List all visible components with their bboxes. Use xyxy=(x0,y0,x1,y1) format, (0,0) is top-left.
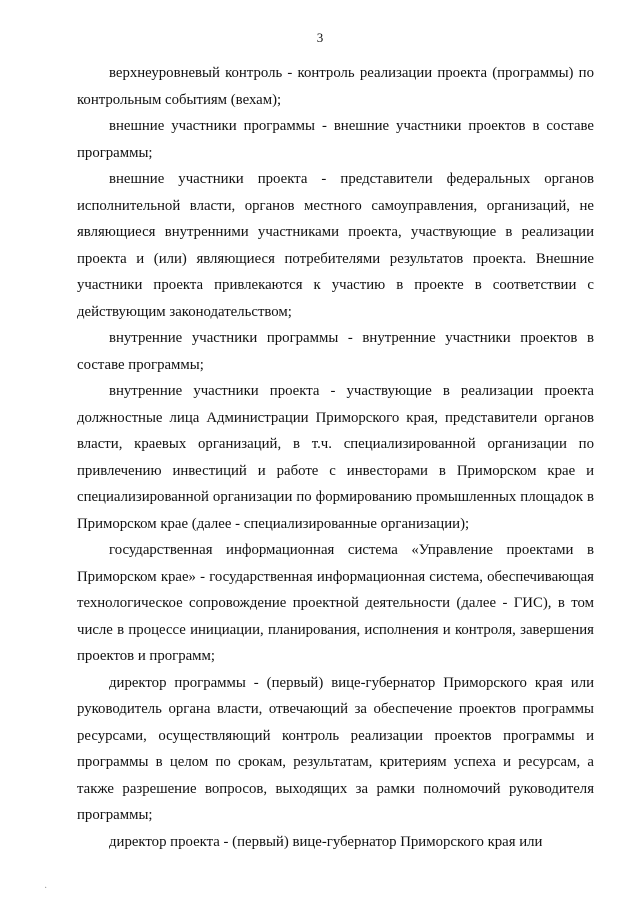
page-number: 3 xyxy=(316,30,324,45)
paragraph-program-director: директор программы - (первый) вице-губернатор Приморского края или руководитель органа власти, отвечающий за обеспечение проектов программы ресурсами, осуществляющий контроль реализации проектов программы и программы в целом по срокам, результатам, критериям успеха и ресурсам, а также разрешение вопросов, выходящих за рамки полномочий руководителя программы; xyxy=(77,674,594,823)
paragraph-external-program-participants: внешние участники программы - внешние участники проектов в составе программы; xyxy=(77,118,594,161)
paragraph-project-director: директор проекта - (первый) вице-губернатор Приморского края или xyxy=(109,833,543,850)
paragraph-top-level-control: верхнеуровневый контроль - контроль реализации проекта (программы) по контрольным событиям (вехам); xyxy=(77,65,594,108)
document-body xyxy=(77,60,594,855)
paragraph-external-project-participants: внешние участники проекта - представители федеральных органов исполнительной власти, органов местного самоуправления, организаций, не являющиеся внутренними участниками проекта, участвующие в реализации проекта и (или) являющиеся потребителями результатов проекта. Внешние участники проекта привлекаются к участию в проекте в соответствии с действующим законодательством; xyxy=(77,171,594,320)
paragraph-state-information-system: государственная информационная система «Управление проектами в Приморском крае» - государственная информационная система, обеспечивающая технологическое сопровождение проектной деятельности (далее - ГИС), в том числе в процессе инициации, планирования, исполнения и контроля, завершения проектов и программ; xyxy=(77,542,594,664)
paragraph-internal-program-participants: внутренние участники программы - внутренние участники проектов в составе программы; xyxy=(77,330,594,373)
paragraph-internal-project-participants: внутренние участники проекта - участвующие в реализации проекта должностные лица Администрации Приморского края, представители органов власти, краевых организаций, в т.ч. специализированной организации по привлечению инвестиций и работе с инвесторами в Приморском крае и специализированной организации по формированию промышленных площадок в Приморском крае (далее - специализированные организации); xyxy=(77,383,594,532)
margin-mark: · xyxy=(44,883,48,894)
